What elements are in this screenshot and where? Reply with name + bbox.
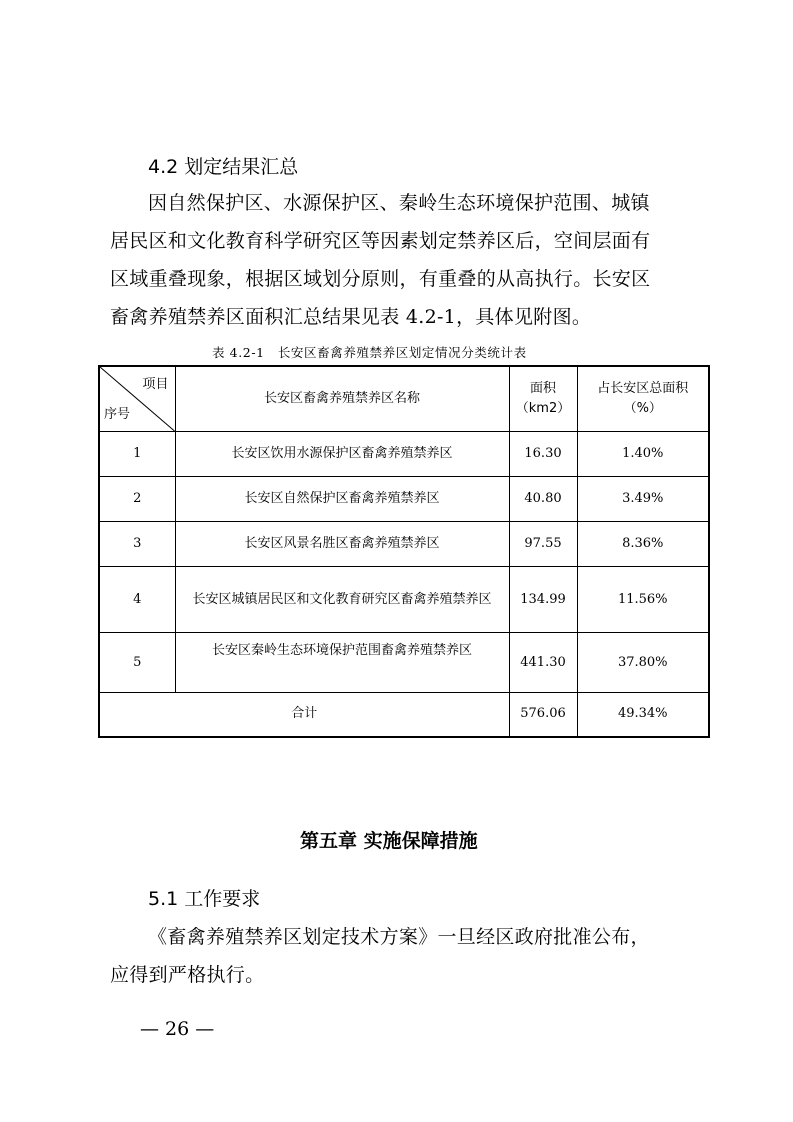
corner-bottom-label: 序号 (104, 407, 131, 422)
corner-header-cell (99, 366, 175, 432)
total-area: 576.06 (509, 693, 577, 737)
row-area: 40.80 (509, 477, 577, 522)
area-column-header (509, 366, 577, 432)
row-name: 长安区饮用水源保护区畜禽养殖禁养区 (175, 432, 509, 477)
table-row (99, 432, 709, 477)
row-name: 长安区秦岭生态环境保护范围畜禽养殖禁养区 (175, 633, 509, 693)
row-pct: 11.56% (577, 567, 709, 633)
table-row (99, 522, 709, 567)
stats-table (98, 365, 710, 738)
row-area: 97.55 (509, 522, 577, 567)
row-number: 2 (99, 477, 175, 522)
row-name: 长安区城镇居民区和文化教育研究区畜禽养殖禁养区 (175, 567, 509, 633)
paragraph-line: 区域重叠现象，根据区域划分原则，有重叠的从高执行。长安区 (110, 268, 651, 290)
row-number: 4 (99, 567, 175, 633)
row-name: 长安区自然保护区畜禽养殖禁养区 (175, 477, 509, 522)
corner-top-label: 项目 (142, 377, 169, 392)
table-caption: 表 4.2-1 长安区畜禽养殖禁养区划定情况分类统计表 (212, 345, 527, 360)
row-pct: 8.36% (577, 522, 709, 567)
row-name: 长安区风景名胜区畜禽养殖禁养区 (175, 522, 509, 567)
row-area: 134.99 (509, 567, 577, 633)
paragraph-line: 应得到严格执行。 (110, 964, 265, 986)
table-total-row (99, 693, 709, 737)
section-heading-4-2: 4.2 划定结果汇总 (148, 156, 299, 178)
area-header-line1: 面积 (529, 381, 556, 396)
paragraph-line: 畜禽养殖禁养区面积汇总结果见表 4.2-1，具体见附图。 (110, 306, 592, 328)
table-row (99, 477, 709, 522)
page-number: — 26 — (140, 1018, 215, 1040)
name-column-header: 长安区畜禽养殖禁养区名称 (175, 366, 509, 432)
row-pct: 37.80% (577, 633, 709, 693)
table-row (99, 633, 709, 693)
row-pct: 3.49% (577, 477, 709, 522)
pct-header-line1: 占长安区总面积 (597, 381, 689, 396)
section-heading-5-1: 5.1 工作要求 (148, 888, 261, 910)
pct-header-line2: （%） (623, 401, 662, 416)
paragraph-line: 《畜禽养殖禁养区划定技术方案》一旦经区政府批准公布， (148, 926, 650, 948)
total-label: 合计 (99, 693, 509, 737)
table-header-row (99, 366, 709, 432)
chapter-title: 第五章 实施保障措施 (300, 830, 478, 852)
area-header-line2: （km2） (515, 401, 571, 416)
row-area: 441.30 (509, 633, 577, 693)
pct-column-header (577, 366, 709, 432)
total-pct: 49.34% (577, 693, 709, 737)
paragraph-line: 因自然保护区、水源保护区、秦岭生态环境保护范围、城镇 (148, 192, 650, 214)
row-area: 16.30 (509, 432, 577, 477)
row-pct: 1.40% (577, 432, 709, 477)
row-number: 5 (99, 633, 175, 693)
table-row (99, 567, 709, 633)
row-number: 1 (99, 432, 175, 477)
paragraph-line: 居民区和文化教育科学研究区等因素划定禁养区后，空间层面有 (110, 230, 651, 252)
row-number: 3 (99, 522, 175, 567)
